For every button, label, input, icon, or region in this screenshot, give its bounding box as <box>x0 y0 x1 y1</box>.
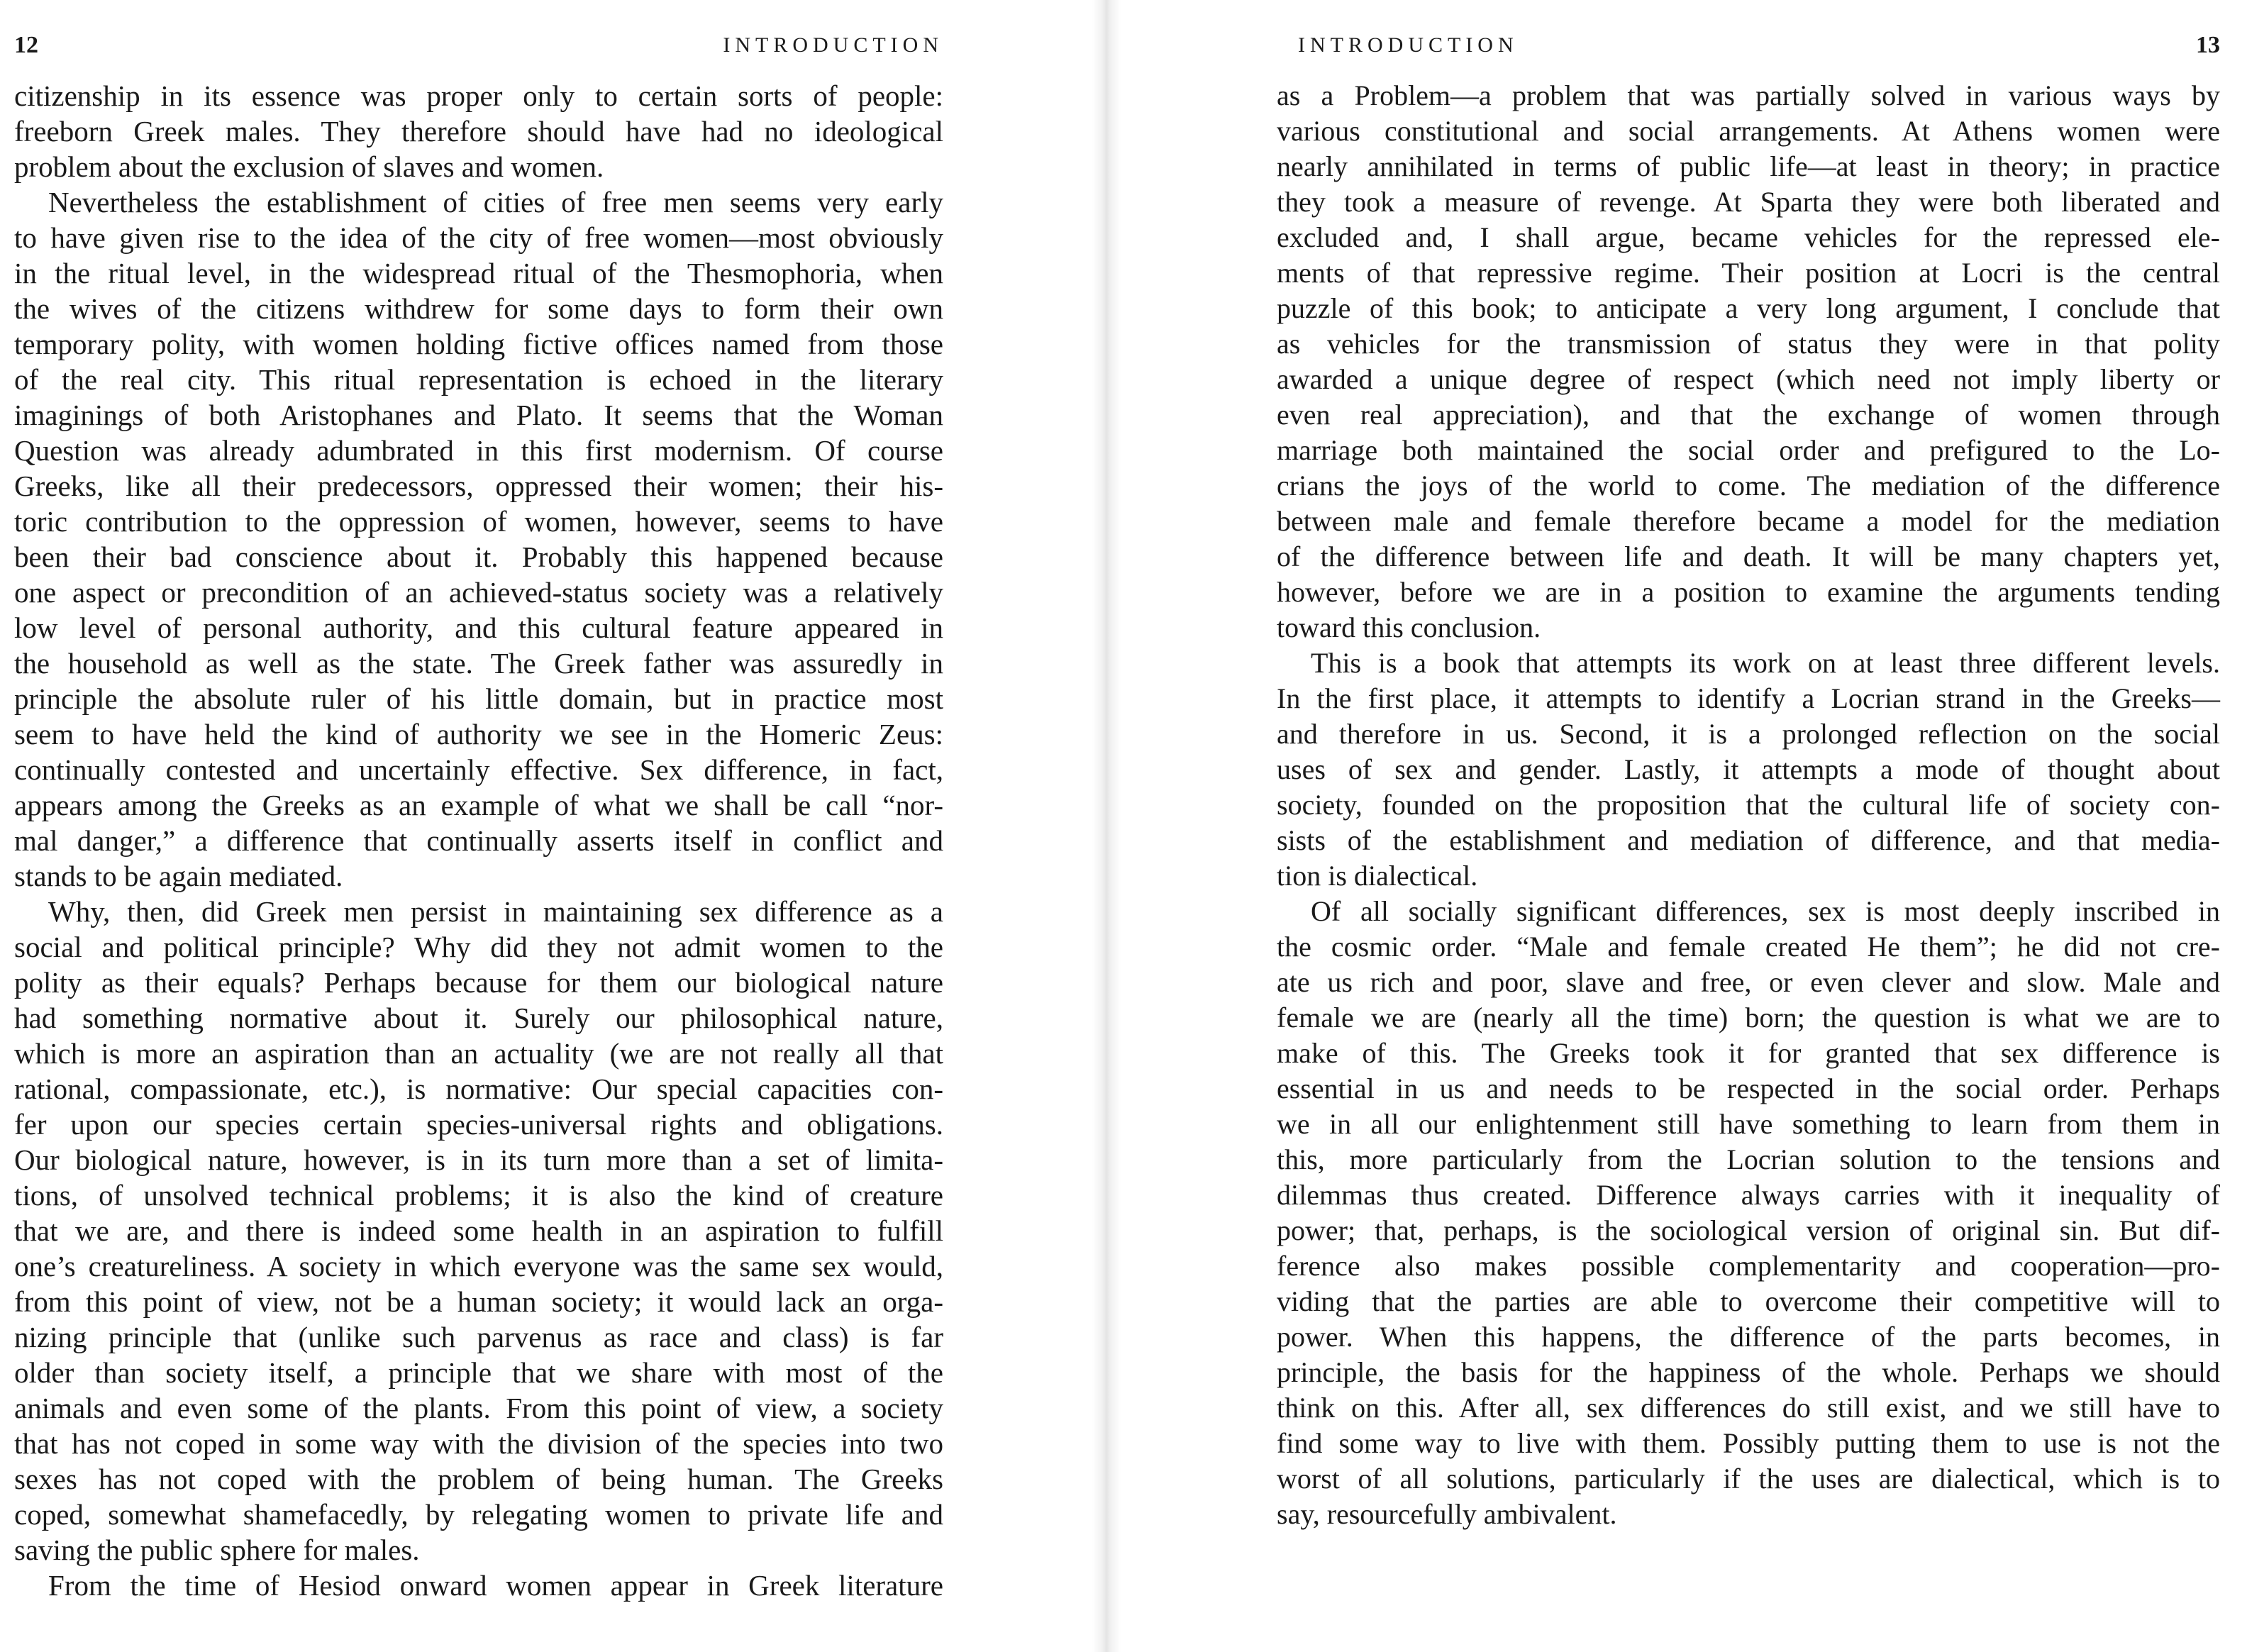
text-line: low level of personal authority, and this cultural feature appeared in <box>14 611 943 644</box>
left-page-number: 12 <box>14 32 38 58</box>
text-line: ference also makes possible complementarity and cooperation—pro- <box>1277 1250 2220 1282</box>
right-page <box>1277 0 2220 1652</box>
text-line: puzzle of this book; to anticipate a very long argument, I conclude that <box>1277 292 2220 324</box>
text-line: the cosmic order. “Male and female created He them”; he did not cre- <box>1277 931 2220 963</box>
text-line: Of all socially significant differences, sex is most deeply inscribed in <box>1311 895 2220 927</box>
text-line: power; that, perhaps, is the sociological version of original sin. But dif- <box>1277 1214 2220 1246</box>
text-line: dilemmas thus created. Difference always carries with it inequality of <box>1277 1179 2220 1211</box>
text-line: power. When this happens, the difference of the parts becomes, in <box>1277 1321 2220 1353</box>
text-line: In the first place, it attempts to identify a Locrian strand in the Greeks— <box>1277 682 2220 714</box>
right-page-number: 13 <box>2196 32 2220 58</box>
text-line: female we are (nearly all the time) born; the question is what we are to <box>1277 1002 2220 1033</box>
text-line: excluded and, I shall argue, became vehicles for the repressed ele- <box>1277 221 2220 253</box>
text-line: older than society itself, a principle that we share with most of the <box>14 1356 943 1389</box>
text-line: mal danger,” a difference that continually asserts itself in conflict and <box>14 824 943 857</box>
text-line: and therefore in us. Second, it is a prolonged reflection on the social <box>1277 718 2220 750</box>
text-line: appears among the Greeks as an example of what we shall be call “nor- <box>14 789 943 821</box>
text-line: tions, of unsolved technical problems; it is also the kind of creature <box>14 1179 943 1212</box>
text-line: one aspect or precondition of an achieved-status society was a relatively <box>14 576 943 609</box>
text-line: polity as their equals? Perhaps because for them our biological nature <box>14 966 943 999</box>
text-line: freeborn Greek males. They therefore should have had no ideological <box>14 115 943 148</box>
text-line: one’s creatureliness. A society in which everyone was the same sex would, <box>14 1250 943 1282</box>
text-line: which is more an aspiration than an actuality (we are not really all that <box>14 1037 943 1070</box>
text-line: This is a book that attempts its work on at least three different levels. <box>1311 647 2220 679</box>
text-line: fer upon our species certain species-universal rights and obligations. <box>14 1108 943 1141</box>
text-line: been their bad conscience about it. Probably this happened because <box>14 540 943 573</box>
text-line: the wives of the citizens withdrew for some days to form their own <box>14 292 943 325</box>
text-line: even real appreciation), and that the exchange of women through <box>1277 399 2220 431</box>
text-line: that has not coped in some way with the division of the species into two <box>14 1427 943 1460</box>
text-line: uses of sex and gender. Lastly, it attempts a mode of thought about <box>1277 753 2220 785</box>
text-line: seem to have held the kind of authority we see in the Homeric Zeus: <box>14 718 943 750</box>
text-line: to have given rise to the idea of the city of free women—most obviously <box>14 221 943 254</box>
text-line: nearly annihilated in terms of public life—at least in theory; in practice <box>1277 150 2220 182</box>
text-line: however, before we are in a position to examine the arguments tending <box>1277 576 2220 608</box>
text-line: Why, then, did Greek men persist in maintaining sex difference as a <box>48 895 943 928</box>
text-line: as vehicles for the transmission of status they were in that polity <box>1277 328 2220 360</box>
text-line: in the ritual level, in the widespread ritual of the Thesmophoria, when <box>14 257 943 289</box>
text-line: principle, the basis for the happiness of the whole. Perhaps we should <box>1277 1356 2220 1388</box>
text-line: viding that the parties are able to overcome their competitive will to <box>1277 1285 2220 1317</box>
text-line: continually contested and uncertainly effective. Sex difference, in fact, <box>14 753 943 786</box>
text-line: sists of the establishment and mediation of difference, and that media- <box>1277 824 2220 856</box>
text-line: awarded a unique degree of respect (which need not imply liberty or <box>1277 363 2220 395</box>
text-line: From the time of Hesiod onward women appear in Greek literature <box>48 1569 943 1602</box>
text-line: find some way to live with them. Possibly putting them to use is not the <box>1277 1427 2220 1459</box>
text-line: Our biological nature, however, is in its turn more than a set of limita- <box>14 1143 943 1176</box>
text-line: ate us rich and poor, slave and free, or even clever and slow. Male and <box>1277 966 2220 998</box>
text-line: rational, compassionate, etc.), is normative: Our special capacities con- <box>14 1072 943 1105</box>
text-line: Nevertheless the establishment of cities of free men seems very early <box>48 186 943 218</box>
left-body-text <box>14 78 943 1603</box>
text-line: tion is dialectical. <box>1277 860 1478 892</box>
text-line: crians the joys of the world to come. The mediation of the difference <box>1277 470 2220 501</box>
text-line: as a Problem—a problem that was partially solved in various ways by <box>1277 79 2220 111</box>
left-running-title: INTRODUCTION <box>723 33 943 57</box>
text-line: the household as well as the state. The Greek father was assuredly in <box>14 647 943 680</box>
text-line: marriage both maintained the social order and prefigured to the Lo- <box>1277 434 2220 466</box>
text-line: social and political principle? Why did they not admit women to the <box>14 931 943 963</box>
text-line: say, resourcefully ambivalent. <box>1277 1498 1617 1530</box>
text-line: society, founded on the proposition that the cultural life of society con- <box>1277 789 2220 821</box>
text-line: had something normative about it. Surely our philosophical nature, <box>14 1002 943 1034</box>
text-line: essential in us and needs to be respected in the social order. Perhaps <box>1277 1072 2220 1104</box>
text-line: this, more particularly from the Locrian solution to the tensions and <box>1277 1143 2220 1175</box>
text-line: sexes has not coped with the problem of being human. The Greeks <box>14 1463 943 1495</box>
right-body-text <box>1277 78 2220 1532</box>
text-line: coped, somewhat shamefacedly, by relegating women to private life and <box>14 1498 943 1531</box>
text-line: of the real city. This ritual representation is echoed in the literary <box>14 363 943 396</box>
text-line: make of this. The Greeks took it for granted that sex difference is <box>1277 1037 2220 1069</box>
text-line: animals and even some of the plants. From this point of view, a society <box>14 1392 943 1424</box>
text-line: they took a measure of revenge. At Sparta they were both liberated and <box>1277 186 2220 218</box>
text-line: toward this conclusion. <box>1277 611 1541 643</box>
text-line: Question was already adumbrated in this first modernism. Of course <box>14 434 943 467</box>
left-running-head <box>14 30 943 61</box>
text-line: temporary polity, with women holding fictive offices named from those <box>14 328 943 360</box>
text-line: we in all our enlightenment still have something to learn from them in <box>1277 1108 2220 1140</box>
text-line: saving the public sphere for males. <box>14 1534 420 1566</box>
text-line: imaginings of both Aristophanes and Plato. It seems that the Woman <box>14 399 943 431</box>
text-line: think on this. After all, sex differences do still exist, and we still have to <box>1277 1392 2220 1424</box>
book-gutter <box>1092 0 1121 1652</box>
text-line: various constitutional and social arrangements. At Athens women were <box>1277 115 2220 147</box>
text-line: that we are, and there is indeed some health in an aspiration to fulfill <box>14 1214 943 1247</box>
right-running-title: INTRODUCTION <box>1298 33 1519 57</box>
left-page <box>14 0 943 1652</box>
right-running-head <box>1277 30 2220 61</box>
text-line: problem about the exclusion of slaves and women. <box>14 150 604 183</box>
text-line: nizing principle that (unlike such parvenus as race and class) is far <box>14 1321 943 1353</box>
text-line: from this point of view, not be a human society; it would lack an orga- <box>14 1285 943 1318</box>
text-line: ments of that repressive regime. Their position at Locri is the central <box>1277 257 2220 289</box>
text-line: Greeks, like all their predecessors, oppressed their women; their his- <box>14 470 943 502</box>
text-line: of the difference between life and death. It will be many chapters yet, <box>1277 540 2220 572</box>
text-line: citizenship in its essence was proper only to certain sorts of people: <box>14 79 943 112</box>
text-line: stands to be again mediated. <box>14 860 343 892</box>
text-line: toric contribution to the oppression of women, however, seems to have <box>14 505 943 538</box>
text-line: between male and female therefore became a model for the mediation <box>1277 505 2220 537</box>
text-line: principle the absolute ruler of his little domain, but in practice most <box>14 682 943 715</box>
text-line: worst of all solutions, particularly if the uses are dialectical, which is to <box>1277 1463 2220 1495</box>
